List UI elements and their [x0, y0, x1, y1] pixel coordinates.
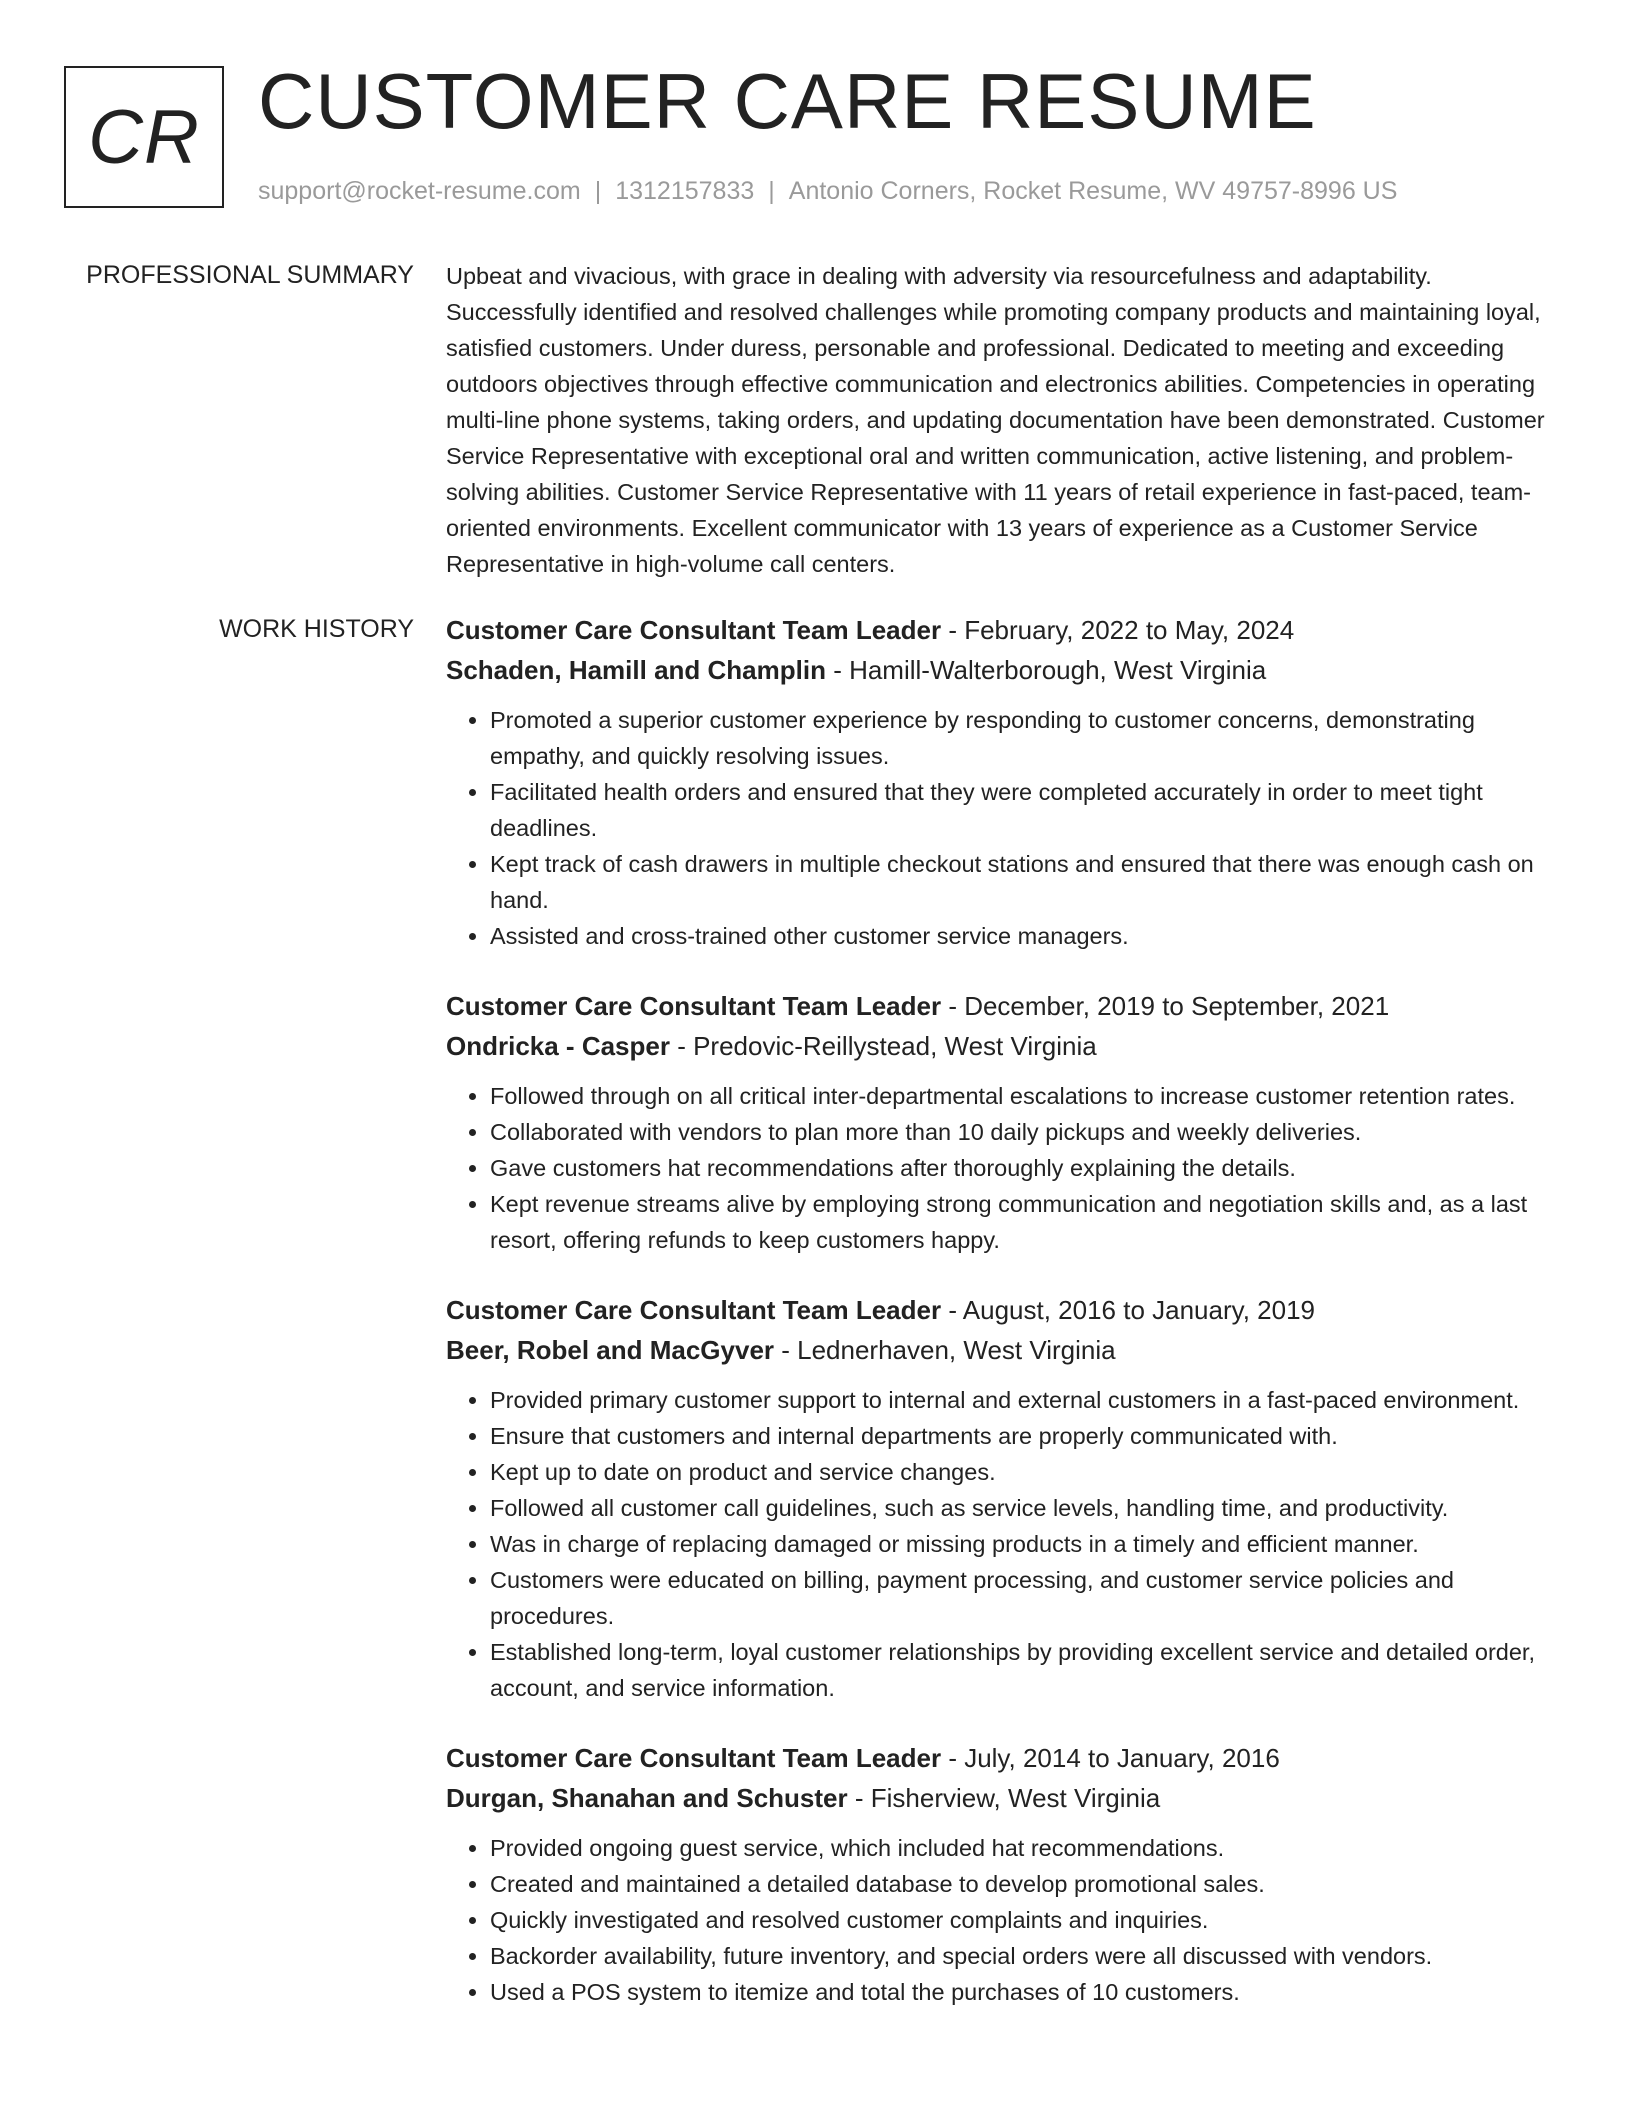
- job-bullets: [446, 1078, 1564, 1258]
- contact-email: support@rocket-resume.com: [258, 177, 581, 205]
- job-title-line: [446, 610, 1564, 650]
- job-dates: - August, 2016 to January, 2019: [941, 1295, 1315, 1325]
- job-company-line: [446, 1026, 1564, 1066]
- job-company: Ondricka - Casper: [446, 1031, 670, 1061]
- summary-section: [446, 258, 1564, 582]
- contact-separator: |: [594, 177, 602, 205]
- job-bullet: • Followed all customer call guidelines, such as service levels, handling time, and productivity.: [490, 1490, 1564, 1526]
- job-bullet: • Ensure that customers and internal departments are properly communicated with.: [490, 1418, 1564, 1454]
- job-bullet: • Established long-term, loyal customer relationships by providing excellent service and detailed order, account, and service information.: [490, 1634, 1564, 1706]
- job-bullets: [446, 1382, 1564, 1706]
- job-location: - Predovic-Reillystead, West Virginia: [669, 1031, 1097, 1061]
- job-title-line: [446, 1738, 1564, 1778]
- job-location: - Fisherview, West Virginia: [847, 1783, 1161, 1813]
- job-bullet: • Was in charge of replacing damaged or missing products in a timely and efficient manner.: [490, 1526, 1564, 1562]
- job-company-line: [446, 1778, 1564, 1818]
- job-dates: - December, 2019 to September, 2021: [941, 991, 1390, 1021]
- job-bullet: • Created and maintained a detailed database to develop promotional sales.: [490, 1866, 1564, 1902]
- section-label-summary: PROFESSIONAL SUMMARY: [86, 261, 414, 289]
- contact-separator: |: [768, 177, 775, 205]
- job-bullet: • Kept up to date on product and service changes.: [490, 1454, 1564, 1490]
- job-entry: [446, 986, 1564, 1258]
- monogram-badge: CR: [64, 66, 224, 208]
- job-bullet: • Customers were educated on billing, payment processing, and customer service policies and procedures.: [490, 1562, 1564, 1634]
- job-bullet: • Provided ongoing guest service, which included hat recommendations.: [490, 1830, 1564, 1866]
- job-bullet: • Kept track of cash drawers in multiple checkout stations and ensured that there was enough cash on hand.: [490, 846, 1564, 918]
- job-entry: [446, 1290, 1564, 1706]
- job-bullet: • Facilitated health orders and ensured that they were completed accurately in order to meet tight deadlines.: [490, 774, 1564, 846]
- job-bullets: [446, 1830, 1564, 2010]
- job-title: Customer Care Consultant Team Leader: [446, 1743, 942, 1773]
- job-entry: [446, 610, 1564, 954]
- job-location: - Hamill-Walterborough, West Virginia: [825, 655, 1267, 685]
- job-dates: - July, 2014 to January, 2016: [941, 1743, 1280, 1773]
- job-company-line: [446, 1330, 1564, 1370]
- job-bullet: • Followed through on all critical inter-departmental escalations to increase customer retention rates.: [490, 1078, 1564, 1114]
- job-title-line: [446, 1290, 1564, 1330]
- job-bullet: • Promoted a superior customer experience by responding to customer concerns, demonstrating empathy, and quickly resolving issues.: [490, 702, 1564, 774]
- job-title: Customer Care Consultant Team Leader: [446, 1295, 942, 1325]
- job-company: Beer, Robel and MacGyver: [446, 1335, 775, 1365]
- job-company-line: [446, 650, 1564, 690]
- job-bullet: • Kept revenue streams alive by employing strong communication and negotiation skills and, as a last resort, offering refunds to keep customers happy.: [490, 1186, 1564, 1258]
- resume-title: CUSTOMER CARE RESUME: [258, 57, 1317, 145]
- job-bullet: • Assisted and cross-trained other customer service managers.: [490, 918, 1564, 954]
- job-company: Schaden, Hamill and Champlin: [446, 655, 826, 685]
- section-label-work-history: WORK HISTORY: [219, 615, 414, 643]
- job-dates: - February, 2022 to May, 2024: [941, 615, 1295, 645]
- job-bullet: • Provided primary customer support to internal and external customers in a fast-paced environment.: [490, 1382, 1564, 1418]
- job-location: - Lednerhaven, West Virginia: [774, 1335, 1116, 1365]
- job-bullets: [446, 702, 1564, 954]
- job-bullet: • Quickly investigated and resolved customer complaints and inquiries.: [490, 1902, 1564, 1938]
- job-entry: [446, 1738, 1564, 2010]
- contact-phone: 1312157833: [615, 177, 755, 205]
- contact-line: [258, 174, 1397, 208]
- job-bullet: • Gave customers hat recommendations after thoroughly explaining the details.: [490, 1150, 1564, 1186]
- job-title-line: [446, 986, 1564, 1026]
- job-bullet: • Backorder availability, future inventory, and special orders were all discussed with vendors.: [490, 1938, 1564, 1974]
- summary-text: Upbeat and vivacious, with grace in dealing with adversity via resourcefulness and adaptability. Successfully identified and resolved challenges while promoting company products and maintaining loyal, satisfied customers. Under duress, personable and professional. Dedicated to meeting and exceeding outdoors objectives through effective communication and electronics abilities. Competencies in operating multi-line phone systems, taking orders, and updating documentation have been demonstrated. Customer Service Representative with exceptional oral and written communication, active listening, and problem-solving abilities. Customer Service Representative with 11 years of retail experience in fast-paced, team-oriented environments. Excellent communicator with 13 years of experience as a Customer Service Representative in high-volume call centers.: [446, 263, 1545, 577]
- work-history-section: [446, 610, 1564, 2042]
- job-company: Durgan, Shanahan and Schuster: [446, 1783, 848, 1813]
- contact-address: Antonio Corners, Rocket Resume, WV 49757-8996 US: [788, 177, 1398, 205]
- job-bullet: • Collaborated with vendors to plan more than 10 daily pickups and weekly deliveries.: [490, 1114, 1564, 1150]
- job-title: Customer Care Consultant Team Leader: [446, 615, 942, 645]
- job-bullet: • Used a POS system to itemize and total the purchases of 10 customers.: [490, 1974, 1564, 2010]
- job-title: Customer Care Consultant Team Leader: [446, 991, 942, 1021]
